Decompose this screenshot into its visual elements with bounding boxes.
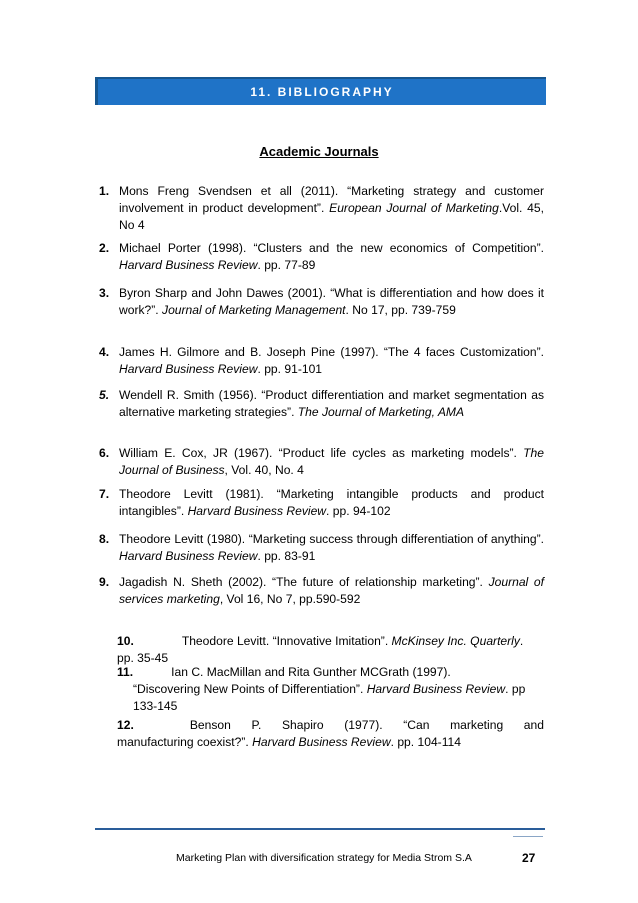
reference-source: Journal of services marketing	[119, 575, 544, 606]
reference-source: Harvard Business Review	[119, 549, 258, 563]
reference-details: . pp 133-145	[133, 682, 526, 713]
reference-source: The Journal of Business	[119, 446, 544, 477]
reference-number: 11.	[117, 665, 134, 679]
section-title: Academic Journals	[259, 144, 379, 159]
reference-details: , Vol 16, No 7, pp.590-592	[219, 592, 361, 606]
reference-number: 6.	[99, 446, 110, 460]
reference-5	[99, 387, 544, 421]
reference-number: 7.	[99, 487, 110, 501]
reference-number: 8.	[99, 532, 110, 546]
reference-text-2: “Discovering New Points of Differentiation”.	[133, 682, 367, 696]
reference-12	[117, 717, 544, 751]
reference-number: 2.	[99, 241, 110, 255]
reference-source: Harvard Business Review	[119, 258, 258, 272]
reference-text: James H. Gilmore and B. Joseph Pine (1997). “The 4 faces Customization”.	[119, 345, 544, 359]
reference-source: Harvard Business Review	[119, 362, 258, 376]
reference-details: . pp. 35-45	[117, 634, 524, 665]
reference-details: . pp. 83-91	[257, 549, 316, 563]
reference-6	[99, 445, 544, 479]
reference-source: Harvard Business Review	[187, 504, 327, 518]
reference-2	[99, 240, 544, 274]
reference-7	[99, 486, 544, 520]
footer-divider	[95, 828, 545, 830]
reference-source: McKinsey Inc. Quarterly	[391, 634, 520, 648]
reference-8	[99, 531, 544, 565]
reference-details: . pp. 104-114	[390, 735, 461, 749]
page-number: 27	[522, 851, 536, 865]
reference-number: 10.	[117, 634, 134, 648]
reference-text: Theodore Levitt. “Innovative Imitation”.	[181, 634, 392, 648]
reference-text: Ian C. MacMillan and Rita Gunther MCGrath (1997).	[171, 665, 451, 679]
reference-number: 3.	[99, 286, 110, 300]
reference-text: Byron Sharp and John Dawes (2001). “What is differentiation and how does it work?”.	[119, 286, 544, 317]
reference-details: . pp. 77-89	[257, 258, 316, 272]
reference-source: The Journal of Marketing, AMA	[297, 405, 465, 419]
reference-text: Theodore Levitt (1980). “Marketing success through differentiation of anything”.	[119, 532, 544, 546]
reference-details: . pp. 94-102	[326, 504, 391, 518]
reference-details: .Vol. 45, No 4	[119, 201, 544, 232]
banner-title: 11. BIBLIOGRAPHY	[250, 85, 394, 99]
reference-4	[99, 344, 544, 378]
footer-divider-short	[513, 836, 543, 837]
reference-number: 1.	[99, 184, 110, 198]
reference-text-2: manufacturing coexist?”.	[117, 735, 253, 749]
reference-number: 5.	[99, 388, 110, 402]
reference-source: Journal of Marketing Management	[162, 303, 346, 317]
reference-1	[99, 183, 544, 234]
reference-number: 4.	[99, 345, 110, 359]
reference-10	[117, 633, 542, 667]
reference-source: Harvard Business Review	[252, 735, 391, 749]
reference-text: Mons Freng Svendsen et all (2011). “Marketing strategy and customer involvement in product development”.	[119, 184, 544, 215]
reference-text: Michael Porter (1998). “Clusters and the new economics of Competition”.	[119, 241, 544, 255]
reference-text: Theodore Levitt (1981). “Marketing intangible products and product intangibles”.	[119, 487, 544, 518]
reference-source: Harvard Business Review	[366, 682, 506, 696]
reference-number: 12.	[117, 718, 134, 732]
reference-number: 9.	[99, 575, 110, 589]
reference-text: Benson P. Shapiro (1977). “Can marketing and	[189, 718, 544, 732]
reference-text: Wendell R. Smith (1956). “Product differentiation and market segmentation as alternative marketing strategies”.	[119, 388, 544, 419]
reference-text: William E. Cox, JR (1967). “Product life cycles as marketing models”.	[119, 446, 524, 460]
reference-details: . No 17, pp. 739-759	[345, 303, 456, 317]
reference-source: European Journal of Marketing	[329, 201, 499, 215]
footer-text: Marketing Plan with diversification strategy for Media Strom S.A	[176, 852, 472, 864]
reference-9	[99, 574, 544, 608]
section-banner	[95, 77, 546, 105]
reference-11	[117, 664, 542, 715]
reference-text: Jagadish N. Sheth (2002). “The future of relationship marketing”.	[119, 575, 489, 589]
reference-3	[99, 285, 544, 319]
reference-details: , Vol. 40, No. 4	[224, 463, 304, 477]
reference-details: . pp. 91-101	[257, 362, 323, 376]
